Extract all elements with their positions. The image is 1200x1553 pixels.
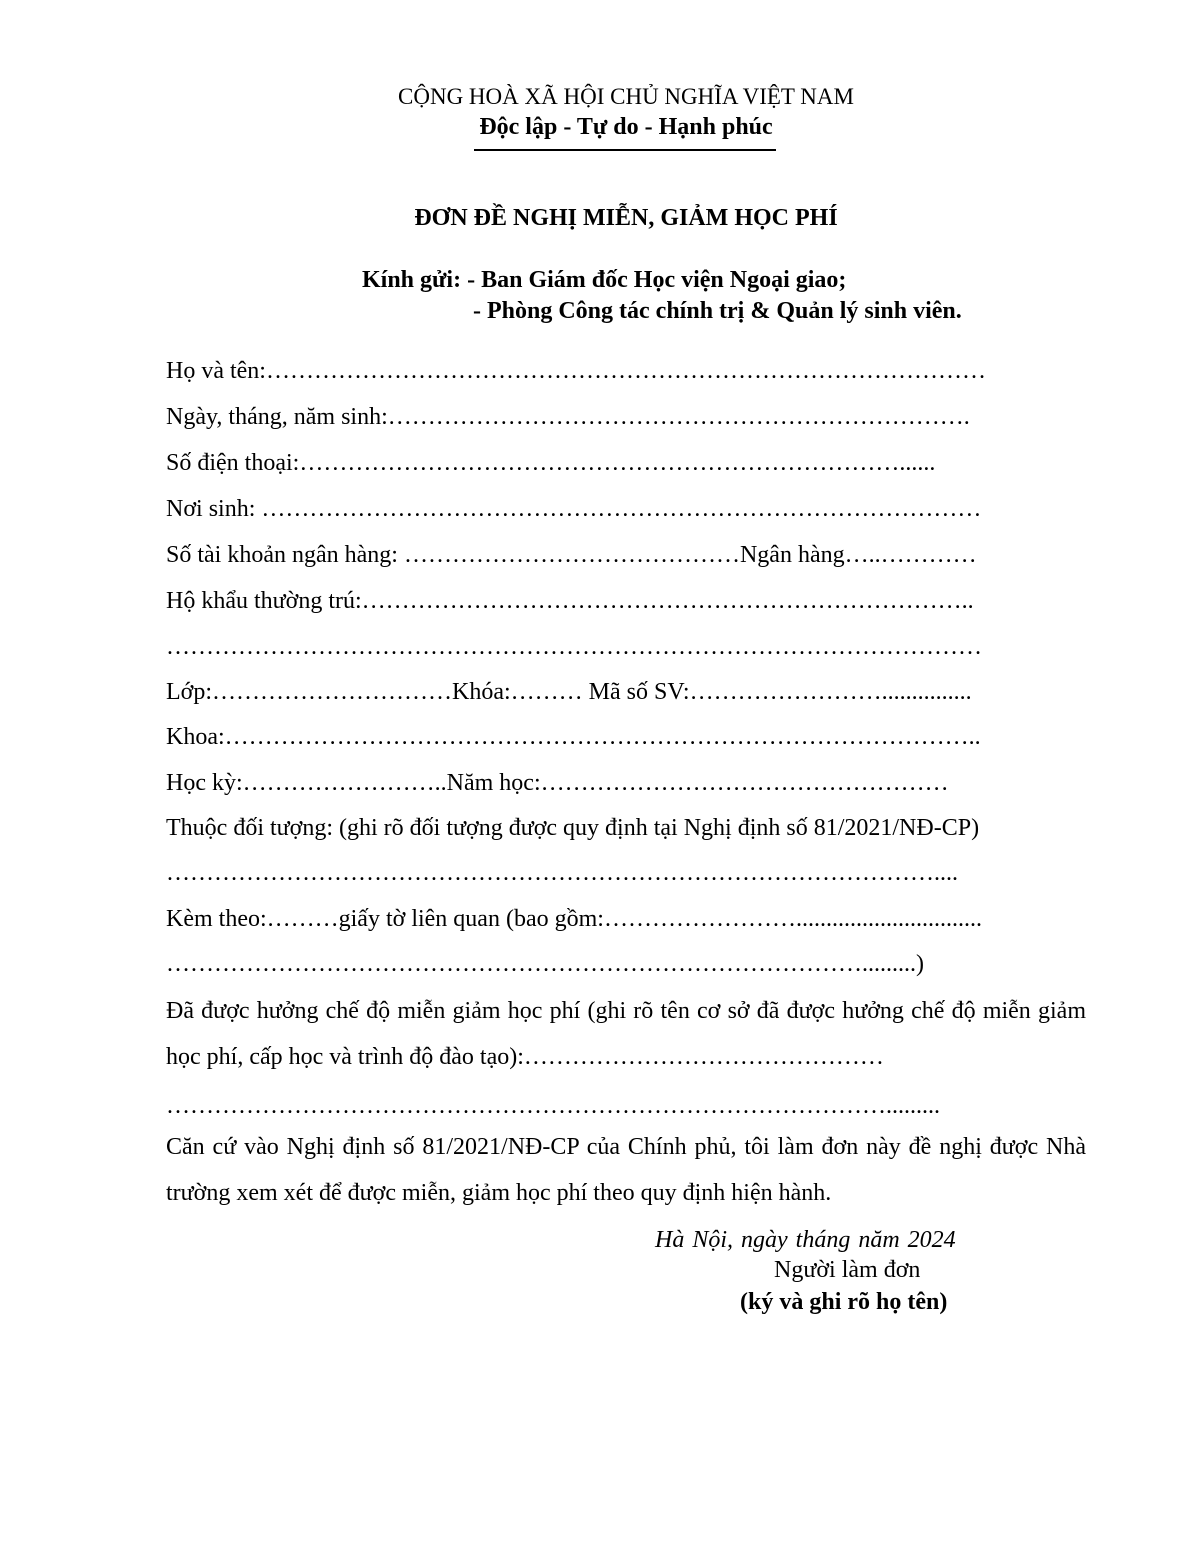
national-motto: Độc lập - Tự do - Hạnh phúc [479,114,773,140]
bank-account-field: Số tài khoản ngân hàng: ……………………………………Ngân hàng…..………… [166,542,977,568]
signature-instruction: (ký và ghi rõ họ tên) [740,1289,948,1315]
class-course-student-id-field: Lớp:…………………………Khóa:……… Mã số SV:……………………............... [166,679,972,705]
previous-exemption-paragraph: Đã được hưởng chế độ miễn giảm học phí (ghi rõ tên cơ sở đã được hưởng chế độ miễn giảm học phí, cấp học và trình độ đào tạo):……………………………………… [166,998,1086,1070]
beneficiary-type-continued: …………………………………………………………………………………….... [166,860,958,886]
household-registration-continued: ………………………………………………………………………………………… [166,634,982,660]
attachments-continued: …………………………………………………………………………….........) [166,951,924,977]
phone-field: Số điện thoại:…………………………………………………………………...... [166,450,936,476]
signer-label: Người làm đơn [774,1257,921,1283]
document-title: ĐƠN ĐỀ NGHỊ MIỄN, GIẢM HỌC PHÍ [414,205,838,231]
recipient-line-2: - Phòng Công tác chính trị & Quản lý sinh viên. [473,298,962,324]
faculty-field: Khoa:………………………………………………………………………………….. [166,724,981,750]
request-paragraph: Căn cứ vào Nghị định số 81/2021/NĐ-CP của Chính phủ, tôi làm đơn này đề nghị được Nhà trường xem xét để được miễn, giảm học phí theo quy định hiện hành. [166,1134,1086,1206]
household-registration-field: Hộ khẩu thường trú:………………………………………………………………….. [166,588,974,614]
previous-exemption-continued: ………………………………………………………………………………......... [166,1093,940,1119]
date-of-birth-field: Ngày, tháng, năm sinh:………………………………………………………………. [166,404,970,430]
national-title: CỘNG HOÀ XÃ HỘI CHỦ NGHĨA VIỆT NAM [398,84,854,109]
attachments-field: Kèm theo:………giấy tờ liên quan (bao gồm:……………………............................... [166,906,982,932]
beneficiary-type-field: Thuộc đối tượng: (ghi rõ đối tượng được quy định tại Nghị định số 81/2021/NĐ-CP) [166,815,980,841]
place-of-birth-field: Nơi sinh: ……………………………………………………………………………… [166,496,982,522]
semester-school-year-field: Học kỳ:……………………..Năm học:…………………………………………… [166,770,949,796]
full-name-field: Họ và tên:……………………………………………………………………………… [166,358,986,384]
motto-underline [474,149,776,151]
place-and-date: Hà Nội, ngày tháng năm 2024 [655,1227,956,1253]
recipient-line-1: Kính gửi: - Ban Giám đốc Học viện Ngoại giao; [362,267,847,293]
